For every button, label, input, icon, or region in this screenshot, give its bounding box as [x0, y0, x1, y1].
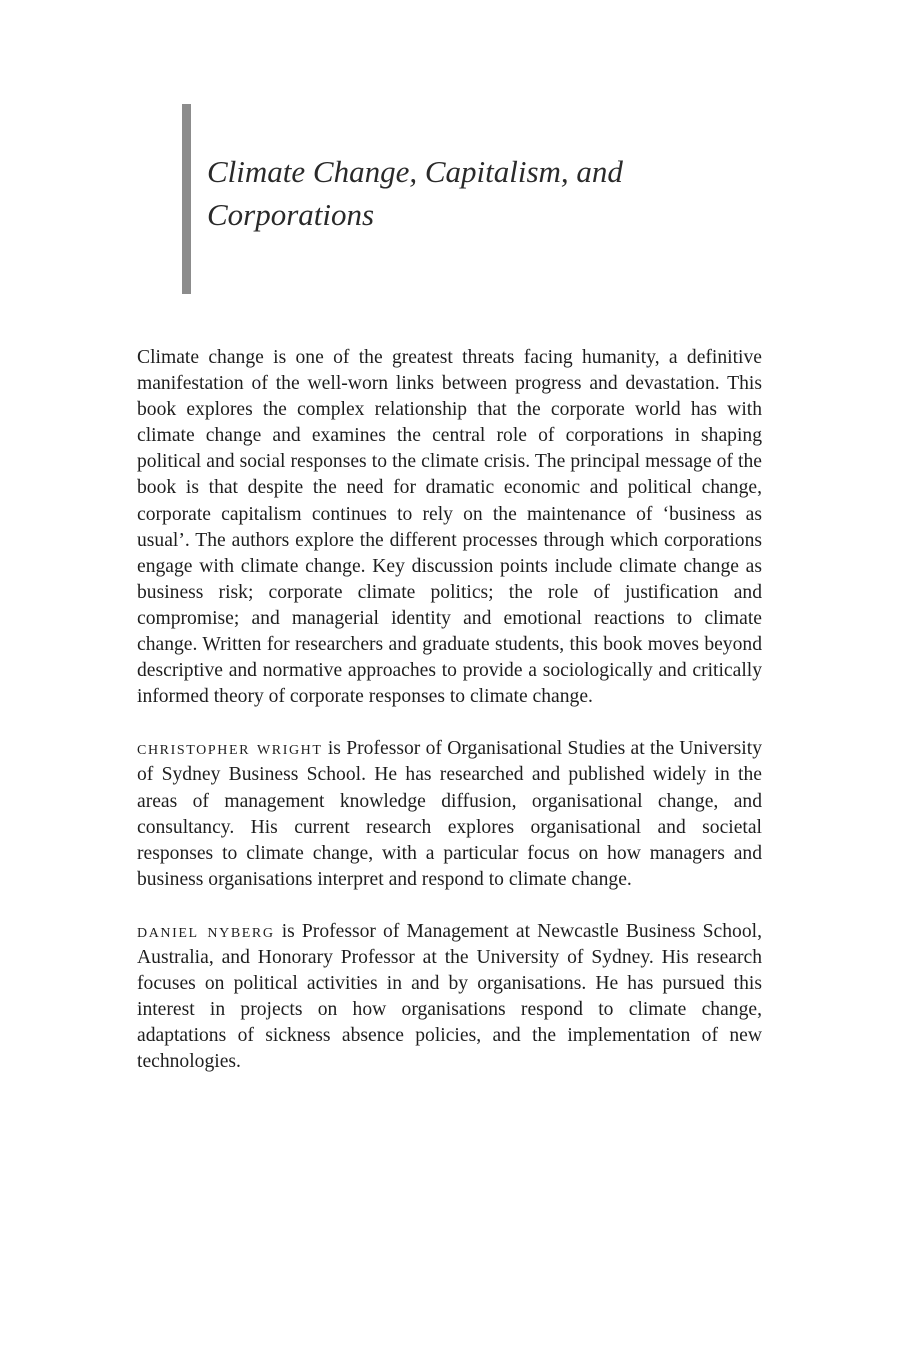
- book-title: Climate Change, Capitalism, and Corporations: [207, 154, 623, 232]
- author-name-nyberg: daniel nyberg: [137, 920, 275, 942]
- title-rule: [182, 104, 191, 294]
- author-name-wright: christopher wright: [137, 738, 323, 760]
- page-content: [137, 345, 762, 1101]
- author-bio-wright: [137, 736, 762, 893]
- book-description: Climate change is one of the greatest threats facing humanity, a definitive manifestation of the well-worn links between progress and devastation. This book explores the complex relationship that the corporate world has with climate change and examines the central role of corporations in shaping political and social responses to the climate crisis. The principal message of the book is that despite the need for dramatic economic and political change, corporate capitalism continues to rely on the maintenance of ‘business as usual’. The authors explore the different processes through which corporations engage with climate change. Key discussion points include climate change as business risk; corporate climate politics; the role of justification and compromise; and managerial identity and emotional reactions to climate change. Written for researchers and graduate students, this book moves beyond descriptive and normative approaches to provide a sociologically and critically informed theory of corporate responses to climate change.: [137, 347, 762, 708]
- title-block: [182, 104, 742, 294]
- author-bio-nyberg: [137, 919, 762, 1076]
- author-bio-text-nyberg: is Professor of Management at Newcastle Business School, Australia, and Honorary Professor at the University of Sydney. His research focuses on political activities in and by organisations. He has pursued this interest in projects on how organisations respond to climate change, adaptations of sickness absence policies, and the implementation of new technologies.: [137, 920, 762, 1073]
- author-bio-text-wright: is Professor of Organisational Studies at the University of Sydney Business School. He has researched and published widely in the areas of management knowledge diffusion, organisational change, and consultancy. His current research explores organisational and societal responses to climate change, with a particular focus on how managers and business organisations interpret and respond to climate change.: [137, 738, 762, 890]
